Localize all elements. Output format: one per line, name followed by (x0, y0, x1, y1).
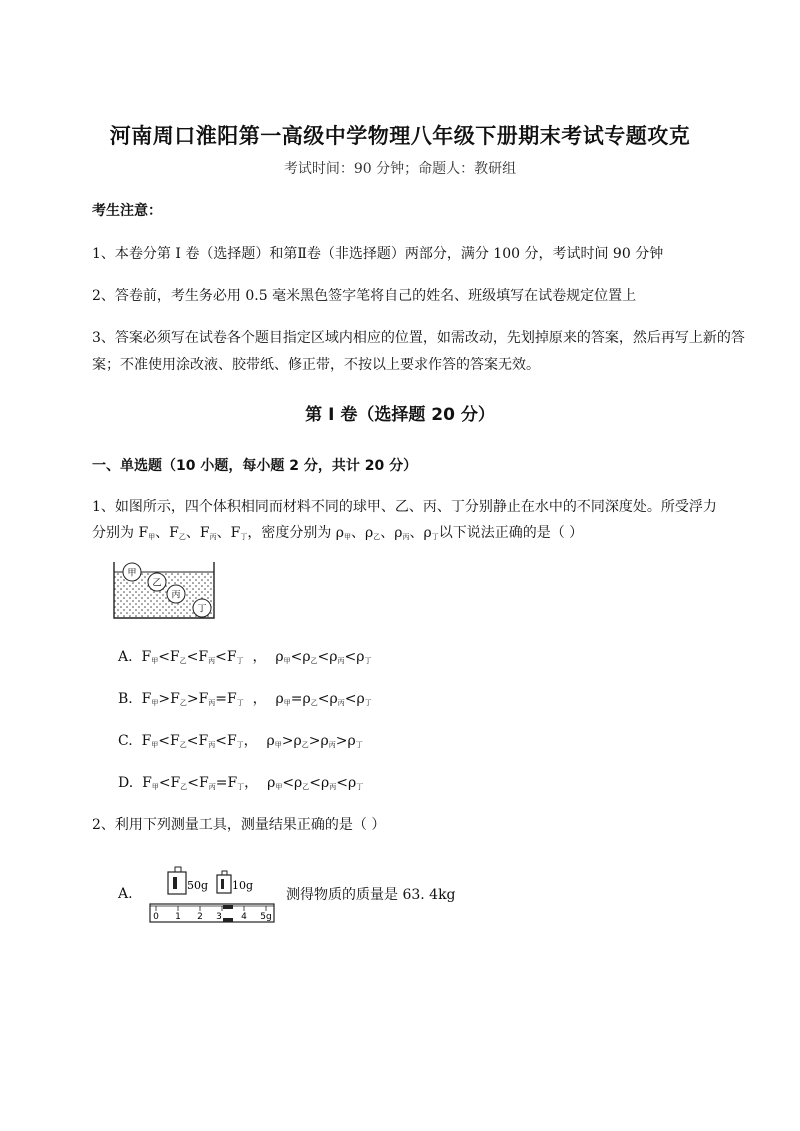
svg-text:丙: 丙 (171, 590, 181, 601)
svg-text:2: 2 (197, 912, 203, 922)
svg-text:5g: 5g (260, 912, 272, 922)
option-b[interactable]: B. $F_甲>F_乙>F_丙=F_丁$ ， $\rho_甲=\rho_乙<\rho_丙<\rho_丁$ (118, 691, 372, 707)
notice-item-1: 1、本卷分第 I 卷（选择题）和第Ⅱ卷（非选择题）两部分，满分 100 分，考试时间 90 分钟 (92, 246, 664, 262)
svg-text:4: 4 (241, 912, 247, 922)
exam-info: 考试时间：90 分钟；命题人：教研组 (283, 161, 517, 177)
question-2-stem: 2、利用下列测量工具，测量结果正确的是（ ） (92, 817, 386, 833)
question-1-line-2: 分别为 $F_甲$、$F_乙$、$F_丙$、$F_丁$，密度分别为 $\rho_甲$、$\rho_乙$、$\rho_丙$、$\rho_丁$以下说法正确的是（ ） (92, 525, 584, 541)
svg-text:0: 0 (153, 912, 159, 922)
svg-text:3: 3 (216, 912, 222, 922)
option-a-letter[interactable]: A. (118, 886, 133, 902)
notice-item-3: 3、答案必须写在试卷各个题目指定区域内相应的位置，如需改动，先划掉原来的答案，然后再写上新的答案；不准使用涂改液、胶带纸、修正带，不按以上要求作答的答案无效。 (92, 330, 745, 373)
svg-text:乙: 乙 (152, 578, 162, 589)
section-title: 第 I 卷（选择题 20 分） (305, 405, 495, 425)
ball-bing (167, 585, 185, 603)
part-heading: 一、单选题（10 小题，每小题 2 分，共计 20 分） (92, 458, 418, 474)
scale-bar (150, 904, 274, 922)
option-a[interactable]: A. $F_甲<F_乙<F_丙<F_丁$ ， $\rho_甲<\rho_乙<\rho_丙<\rho_丁$ (118, 649, 372, 665)
option-d[interactable]: D. $F_甲<F_乙<F_丙=F_丁$， $\rho_甲<\rho_乙<\rho_丙<\rho_丁$ (118, 775, 364, 791)
water-tank-figure (110, 560, 220, 622)
weight-50g (168, 867, 208, 894)
svg-text:1: 1 (175, 912, 181, 922)
svg-text:10g: 10g (232, 879, 254, 892)
option-c[interactable]: C. $F_甲<F_乙<F_丙<F_丁$， $\rho_甲>\rho_乙>\rho_丙>\rho_丁$ (118, 733, 363, 749)
svg-text:丁: 丁 (197, 604, 207, 615)
rider-bottom (223, 918, 233, 922)
weight-10g (217, 871, 253, 893)
balance-figure (146, 862, 278, 926)
svg-text:甲: 甲 (127, 568, 137, 579)
rider-top (223, 905, 233, 909)
question-1-line-1: 1、如图所示，四个体积相同而材料不同的球甲、乙、丙、丁分别静止在水中的不同深度处。所受浮力 (92, 499, 717, 515)
page-title: 河南周口淮阳第一高级中学物理八年级下册期末考试专题攻克 (109, 124, 691, 148)
svg-text:50g: 50g (187, 879, 209, 892)
ball-ding (193, 599, 211, 617)
ball-yi (148, 573, 166, 591)
notice-item-2: 2、答卷前，考生务必用 0.5 毫米黑色签字笔将自己的姓名、班级填写在试卷规定位置上 (92, 288, 637, 304)
option-a-text: 测得物质的质量是 63. 4kg (286, 887, 456, 903)
notice-heading: 考生注意： (92, 203, 162, 219)
ball-jia (123, 563, 141, 581)
